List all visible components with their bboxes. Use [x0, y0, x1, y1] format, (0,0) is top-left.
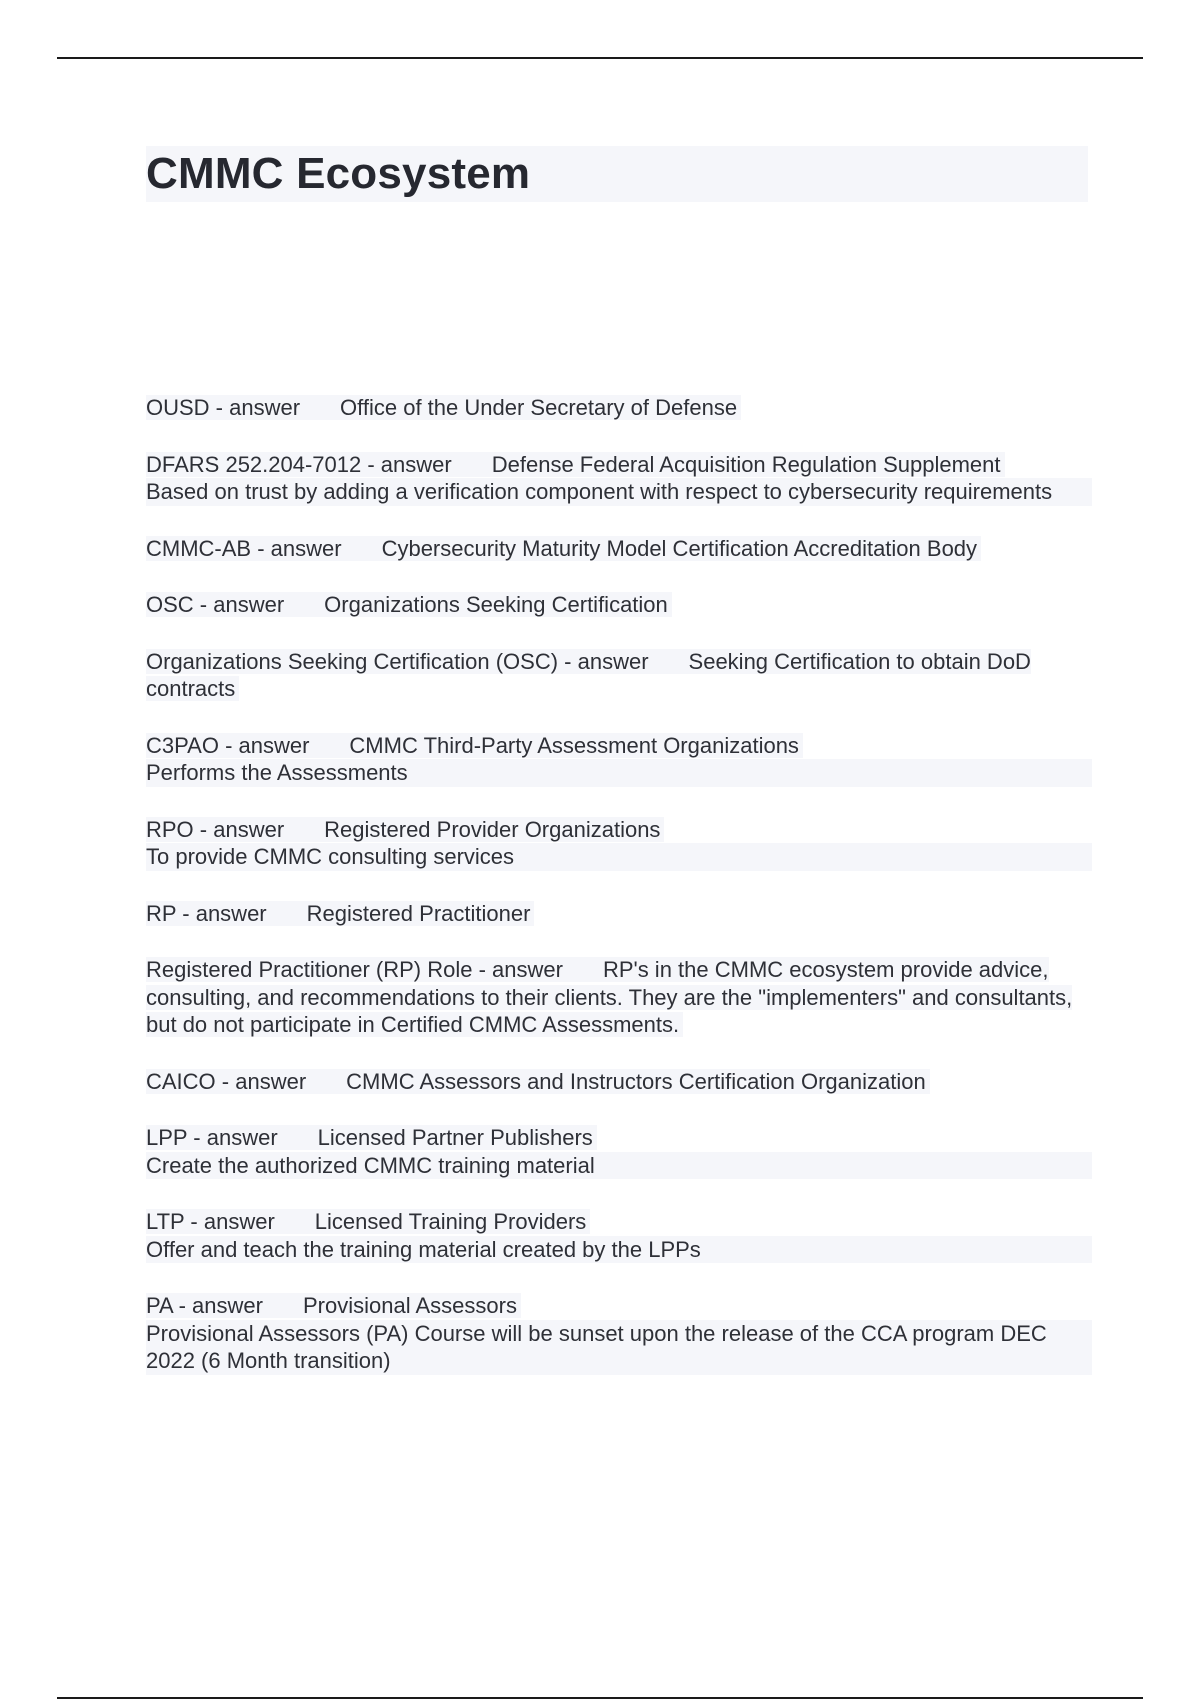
qa-item-text: [146, 1069, 930, 1094]
qa-item: [146, 535, 1092, 563]
qa-detail: Provisional Assessors (PA) Course will be sunset upon the release of the CCA program DEC 2022 (6 Month transition): [146, 1320, 1092, 1375]
qa-item-text: [146, 817, 664, 842]
qa-term: OSC - answer: [146, 592, 285, 617]
qa-definition: CMMC Assessors and Instructors Certification Organization: [346, 1068, 926, 1094]
qa-definition: CMMC Third-Party Assessment Organizations: [349, 732, 799, 758]
qa-item-text: [146, 901, 534, 926]
qa-term: Organizations Seeking Certification (OSC) - answer: [146, 648, 649, 674]
top-rule: [57, 57, 1143, 59]
qa-detail: To provide CMMC consulting services: [146, 843, 1092, 871]
qa-definition: Cybersecurity Maturity Model Certification Accreditation Body: [381, 535, 978, 561]
qa-definition: Organizations Seeking Certification: [324, 592, 668, 617]
qa-definition: Seeking Certification to obtain DoD contracts: [146, 648, 1031, 701]
qa-item: [146, 394, 1092, 422]
qa-item: [146, 1068, 1092, 1096]
bottom-rule: [57, 1697, 1143, 1699]
qa-item-text: [146, 395, 741, 420]
qa-detail: Offer and teach the training material created by the LPPs: [146, 1236, 1092, 1264]
qa-term: RP - answer: [146, 900, 267, 926]
qa-item-text: [146, 733, 803, 758]
qa-list: [146, 394, 1092, 1404]
qa-term: LTP - answer: [146, 1209, 275, 1234]
qa-definition: RP's in the CMMC ecosystem provide advice, consulting, and recommendations to their clients. They are the "implementers" and consultants, but do not participate in Certified CMMC Assessments.: [146, 957, 1073, 1037]
qa-definition: Licensed Partner Publishers: [317, 1125, 593, 1150]
qa-item-text: [146, 452, 1005, 477]
qa-definition: Licensed Training Providers: [314, 1209, 587, 1234]
qa-item: [146, 1124, 1092, 1179]
qa-term: LPP - answer: [146, 1125, 278, 1150]
qa-definition: Registered Practitioner: [306, 900, 531, 926]
qa-item-text: [146, 1293, 521, 1318]
qa-definition: Defense Federal Acquisition Regulation Supplement: [491, 451, 1001, 477]
qa-definition: Provisional Assessors: [302, 1293, 517, 1318]
qa-item: [146, 648, 1092, 703]
qa-term: CAICO - answer: [146, 1068, 307, 1094]
qa-item-text: [146, 649, 1031, 702]
qa-item: [146, 451, 1092, 506]
qa-term: CMMC-AB - answer: [146, 535, 342, 561]
qa-item: [146, 732, 1092, 787]
qa-item-text: [146, 957, 1072, 1037]
qa-term: Registered Practitioner (RP) Role - answer: [146, 957, 563, 982]
qa-detail: Create the authorized CMMC training material: [146, 1152, 1092, 1180]
page-title: CMMC Ecosystem: [146, 149, 531, 198]
qa-definition: Office of the Under Secretary of Defense: [340, 395, 738, 420]
qa-term: RPO - answer: [146, 816, 285, 842]
qa-item-text: [146, 536, 981, 561]
qa-item-text: [146, 1125, 597, 1150]
qa-item-text: [146, 592, 672, 617]
qa-item-text: [146, 1209, 590, 1234]
qa-item: [146, 1208, 1092, 1263]
qa-item: [146, 1292, 1092, 1375]
qa-term: PA - answer: [146, 1293, 263, 1318]
qa-item: [146, 956, 1092, 1039]
qa-term: DFARS 252.204-7012 - answer: [146, 451, 452, 477]
qa-detail: Performs the Assessments: [146, 759, 1092, 787]
qa-term: C3PAO - answer: [146, 732, 310, 758]
qa-item: [146, 900, 1092, 928]
qa-item: [146, 816, 1092, 871]
qa-detail: Based on trust by adding a verification component with respect to cybersecurity requirements: [146, 478, 1092, 506]
qa-item: [146, 591, 1092, 619]
qa-definition: Registered Provider Organizations: [324, 816, 661, 842]
qa-term: OUSD - answer: [146, 395, 301, 420]
